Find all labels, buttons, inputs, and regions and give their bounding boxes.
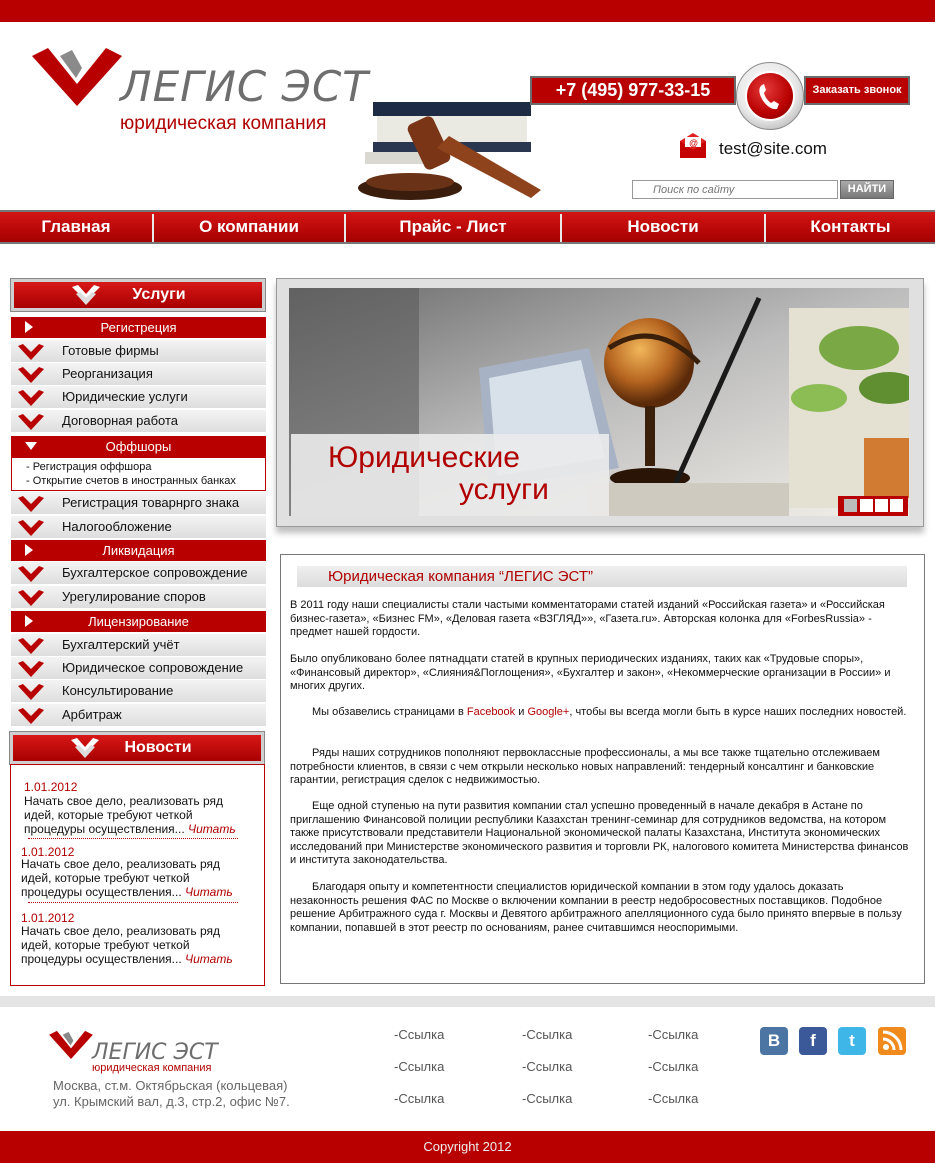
news-text: Начать свое дело, реализовать ряд идей, которые требуют четкой процедуры осуществления... [21, 857, 221, 899]
nav-item-contacts[interactable]: Контакты [810, 217, 891, 236]
triangle-right-icon [25, 615, 33, 627]
article-text: , чтобы вы всегда могли быть в курсе наших последних новостей. [569, 706, 907, 718]
sidebar-item-arbitration[interactable]: Арбитраж [11, 704, 266, 726]
sidebar-item-accounting-support[interactable]: Бухгалтерское сопровождение [11, 562, 266, 584]
article-paragraph: Ряды наших сотрудников пополняют первоклассные профессионалы, а мы все также тщательно отслеживаем потребности клиентов, в связи с чем открыли несколько новых направлений: тендерный консалтинг и банковские гарантии, регистрация сделок с недвижимостью. [290, 747, 880, 786]
news-divider [28, 902, 238, 903]
chevron-down-icon [18, 414, 44, 430]
triangle-down-icon [25, 442, 37, 450]
footer-link[interactable]: -Ссылка [394, 1059, 445, 1074]
gavel-image [345, 90, 545, 202]
news-read-link[interactable]: Читать [185, 952, 233, 966]
banner-title-line2: услуги [459, 473, 549, 506]
address-line: Москва, ст.м. Октябрьская (кольцевая) [53, 1078, 288, 1093]
sidebar-item-consulting[interactable]: Консультирование [11, 680, 266, 702]
news-text: Начать свое дело, реализовать ряд идей, которые требуют четкой процедуры осуществления... [21, 924, 221, 966]
sidebar-item-legal-services[interactable]: Юридические услуги [11, 386, 266, 408]
category-licensing[interactable]: Лицензирование [11, 611, 266, 632]
logo-chevron-icon [32, 38, 122, 108]
footer-link[interactable]: -Ссылка [522, 1091, 573, 1106]
chevron-down-icon [18, 708, 44, 724]
chevron-down-icon [18, 367, 44, 383]
footer-link[interactable]: -Ссылка [648, 1027, 699, 1042]
email-address[interactable]: test@site.com [719, 139, 827, 158]
slider-dot-4[interactable] [890, 499, 903, 512]
sidebar-item-reorganization[interactable]: Реорганизация [11, 363, 266, 385]
footer-address [53, 1078, 290, 1110]
facebook-icon[interactable]: f [799, 1027, 827, 1055]
news-item [21, 924, 251, 966]
news-date: 1.01.2012 [24, 780, 78, 794]
article-paragraph: Еще одной ступенью на пути развития компании стал успешно проведенный в начале декабря в Астане по приглашению Финансовой полиции республики Казахстан тренинг-семинар для сотрудников ведомства, на котором также присутствовали представители Национальной экономической палаты Казахстана, Института экономических исследований при Министерстве экономического развития и торговли РК, налогового комитета Министерства финансов и института законодательства. [290, 800, 909, 866]
logo-subtitle: юридическая компания [120, 113, 327, 134]
nav-item-home[interactable]: Главная [41, 217, 111, 236]
nav-item-price[interactable]: Прайс - Лист [399, 217, 507, 236]
footer-logo-chevron-icon [47, 1026, 95, 1060]
triangle-right-icon [25, 544, 33, 556]
sidebar-item-trademark[interactable]: Регистрация товарнрго знака [11, 492, 266, 514]
triangle-right-icon [25, 321, 33, 333]
phone-icon[interactable] [745, 71, 795, 121]
article-paragraph: В 2011 году наши специалисты стали частыми комментаторами статей изданий «Российская газета» и «Российская бизнес-газета», «Бизнес FM», «Деловая газета «ВЗГЛЯД»», «Газета.ru». Авторская колонка для «ForbesRussia» - предмет нашей гордости. [290, 599, 885, 638]
sidebar-item-bookkeeping[interactable]: Бухгалтерский учёт [11, 634, 266, 656]
phone-handset-icon [747, 73, 793, 119]
chevron-down-icon [18, 520, 44, 536]
slider-dot-3[interactable] [875, 499, 888, 512]
chevron-down-icon [18, 566, 44, 582]
slider-dot-2[interactable] [860, 499, 873, 512]
article-text: Мы обзавелись страницами в [312, 706, 467, 718]
offshore-submenu [11, 457, 266, 491]
callback-button[interactable]: Заказать звонок [804, 76, 910, 105]
top-bar [0, 0, 935, 22]
footer-link[interactable]: -Ссылка [394, 1027, 445, 1042]
mail-icon [679, 133, 707, 159]
nav-item-about[interactable]: О компании [199, 217, 299, 236]
news-date: 1.01.2012 [21, 845, 75, 859]
article-paragraph: Благодаря опыту и компетентности специалистов юридической компании в этом году удалось доказать незаконность решения ФАС по Москве о включении компании в реестр недобросовестных поставщиков. Подобное решение Арбитражного суда г. Москвы и Девятого арбитражного апелляционного суда было принято впервые в пользу компании, попавшей в этот реестр по основаниям, ранее считавшимся неоспоримыми. [290, 881, 902, 934]
chevron-down-icon [18, 661, 44, 677]
news-read-link[interactable]: Читать [188, 822, 236, 836]
chevron-down-icon [18, 496, 44, 512]
footer-link[interactable]: -Ссылка [648, 1059, 699, 1074]
address-line: ул. Крымский вал, д.3, стр.2, офис №7. [53, 1094, 290, 1109]
footer-link[interactable]: -Ссылка [522, 1059, 573, 1074]
chevron-down-icon [18, 344, 44, 360]
news-header [10, 732, 264, 764]
footer-link[interactable]: -Ссылка [394, 1091, 445, 1106]
slider-dot-1[interactable] [844, 499, 857, 512]
footer-divider [0, 996, 935, 1007]
news-item [21, 857, 251, 899]
sidebar-item-dispute-resolution[interactable]: Урегулирование споров [11, 586, 266, 608]
sidebar-item-ready-firms[interactable]: Готовые фирмы [11, 340, 266, 362]
news-text: Начать свое дело, реализовать ряд идей, которые требуют четкой процедуры осуществления... [24, 794, 224, 836]
article-title: Юридическая компания “ЛЕГИС ЭСТ” [328, 568, 594, 585]
logo-title[interactable]: ЛЕГИС ЭСТ [120, 62, 369, 111]
article-paragraph: Было опубликовано более пятнадцати статей в крупных периодических изданиях, таких как «Трудовые споры», «Финансовый директор», «Слияния&Поглощения», «Бухгалтер и закон», «Некоммерческие организации в России» и многих других. [290, 653, 891, 692]
footer-logo-subtitle: юридическая компания [92, 1062, 212, 1074]
news-divider [28, 838, 238, 839]
nav-item-news[interactable]: Новости [627, 217, 699, 236]
sidebar-item-contract-work[interactable]: Договорная работа [11, 410, 266, 432]
news-date: 1.01.2012 [21, 911, 75, 925]
footer-link[interactable]: -Ссылка [522, 1027, 573, 1042]
news-read-link[interactable]: Читать [185, 885, 233, 899]
submenu-item-foreign-accounts[interactable]: - Открытие счетов в иностранных банках [26, 475, 236, 487]
rss-icon[interactable] [878, 1027, 906, 1055]
services-title: Услуги [132, 286, 186, 303]
services-header [11, 279, 265, 311]
news-title: Новости [124, 739, 192, 756]
article-text: и [515, 706, 528, 718]
search-input[interactable] [632, 180, 838, 199]
chevron-down-icon [18, 684, 44, 700]
submenu-item-offshore-registration[interactable]: - Регистрация оффшора [26, 461, 152, 473]
article-paragraph [290, 706, 910, 720]
footer-logo-title[interactable]: ЛЕГИС ЭСТ [92, 1040, 218, 1065]
chevron-down-icon [18, 590, 44, 606]
sidebar-item-taxation[interactable]: Налогообложение [11, 516, 266, 538]
news-item [24, 794, 254, 836]
sidebar-item-legal-support[interactable]: Юридическое сопровождение [11, 657, 266, 679]
footer-link[interactable]: -Ссылка [648, 1091, 699, 1106]
copyright-bar: Copyright 2012 [0, 1131, 935, 1163]
category-offshore[interactable]: Оффшоры [11, 436, 266, 457]
chevron-down-icon [71, 738, 99, 758]
facebook-link[interactable]: Facebook [466, 706, 516, 718]
chevron-down-icon [18, 390, 44, 406]
svg-text:@: @ [689, 138, 699, 148]
category-liquidation[interactable]: Ликвидация [11, 540, 266, 561]
banner-title-line1: Юридические [328, 441, 520, 474]
google-plus-link[interactable]: Google+ [527, 706, 570, 718]
category-registration[interactable]: Регистреция [11, 317, 266, 338]
twitter-icon[interactable]: t [838, 1027, 866, 1055]
chevron-down-icon [18, 638, 44, 654]
chevron-down-icon [72, 285, 100, 305]
vk-icon[interactable]: B [760, 1027, 788, 1055]
phone-number[interactable]: +7 (495) 977-33-15 [530, 76, 736, 105]
search-button[interactable]: НАЙТИ [840, 180, 894, 199]
